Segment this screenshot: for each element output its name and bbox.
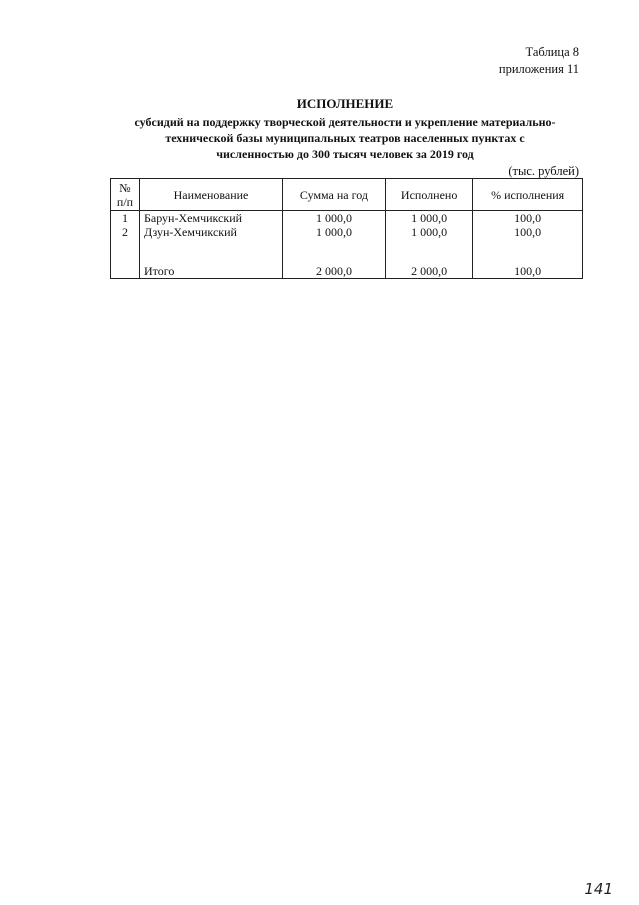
subtitle-line-1: субсидий на поддержку творческой деятельности и укрепление материально- xyxy=(134,115,556,129)
row-annual: 1 000,0 xyxy=(282,225,385,239)
row-number: 1 xyxy=(111,211,140,226)
total-executed: 2 000,0 xyxy=(385,260,472,279)
table-row xyxy=(111,225,583,239)
document-title: ИСПОЛНЕНИЕ xyxy=(296,96,394,111)
total-annual: 2 000,0 xyxy=(282,260,385,279)
column-header-executed: Исполнено xyxy=(385,179,472,211)
table-reference: Таблица 8 xyxy=(525,45,579,59)
row-percent: 100,0 xyxy=(473,211,583,226)
total-label: Итого xyxy=(140,260,283,279)
column-header-annual: Сумма на год xyxy=(282,179,385,211)
row-executed: 1 000,0 xyxy=(385,211,472,226)
table-total-row xyxy=(111,260,583,279)
row-annual: 1 000,0 xyxy=(282,211,385,226)
subtitle-line-3: численностью до 300 тысяч человек за 2019 год xyxy=(216,147,474,161)
table-header-row xyxy=(111,179,583,211)
row-number: 2 xyxy=(111,225,140,239)
subtitle-line-2: технической базы муниципальных театров населенных пунктах с xyxy=(165,131,525,145)
row-percent: 100,0 xyxy=(473,225,583,239)
total-percent: 100,0 xyxy=(473,260,583,279)
handwritten-page-number: 141 xyxy=(584,880,613,898)
units-label: (тыс. рублей) xyxy=(508,164,579,178)
row-executed: 1 000,0 xyxy=(385,225,472,239)
execution-table xyxy=(110,178,583,279)
column-header-percent: % исполнения xyxy=(473,179,583,211)
appendix-reference: приложения 11 xyxy=(498,62,579,76)
row-name: Барун-Хемчикский xyxy=(140,211,283,226)
column-header-number: № п/п xyxy=(111,179,140,211)
column-header-name: Наименование xyxy=(140,179,283,211)
row-name: Дзун-Хемчикский xyxy=(140,225,283,239)
table-row xyxy=(111,211,583,226)
table-spacer-row xyxy=(111,239,583,260)
